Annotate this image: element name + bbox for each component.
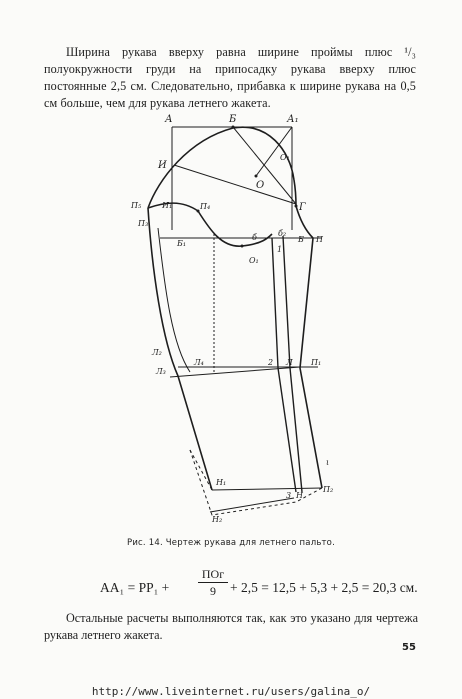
bottom-h2-3 <box>210 498 294 512</box>
back-curve <box>148 203 198 211</box>
diagonal-i-g <box>174 165 296 204</box>
dashed-edge <box>190 450 212 490</box>
sleeve-pattern-svg <box>0 110 462 530</box>
label-P4: П₄ <box>200 202 211 211</box>
paragraph-bottom: Остальные расчеты выполняются так, как это указано для чертежа рукава летнего жакета. <box>44 611 418 642</box>
label-L4: Л₄ <box>194 358 204 367</box>
label-B: Б <box>229 114 237 125</box>
diagonal-b-g <box>233 127 296 204</box>
label-O1-lower: О₁ <box>249 256 259 265</box>
formula-lhs: AA₁ = PP₁ + <box>100 580 170 595</box>
label-O1: О₁ <box>280 153 290 162</box>
footer-url[interactable]: http://www.liveinternet.ru/users/galina_o/ <box>91 685 371 698</box>
label-H: Н <box>296 491 303 500</box>
label-L: Л <box>286 358 293 367</box>
label-P: П <box>316 235 323 244</box>
sleeve-cap-curve <box>148 127 296 208</box>
label-mark: ι <box>326 458 330 467</box>
page-number: 55 <box>402 642 416 653</box>
label-L2: Л₂ <box>152 348 162 357</box>
label-B1: Б₁ <box>177 239 187 248</box>
fraction-bar <box>198 582 228 583</box>
diagonal-a1-o <box>256 127 292 176</box>
paragraph-top: Ширина рукава вверху равна ширине проймы плюс ¹/₃ полуокружности груди на припосадку рукава вверху плюс постоянные 2,5 см. Следовательно, прибавка к ширине рукава на 0,5 см больше, чем для рукава летнего жакета. <box>44 45 416 110</box>
bottom-h1-p2 <box>212 488 322 490</box>
label-I: И <box>158 160 167 171</box>
sleeve-pattern-drawing <box>0 110 462 530</box>
formula-fraction <box>198 567 228 598</box>
formula-rhs: + 2,5 = 12,5 + 5,3 + 2,5 = 20,3 см. <box>230 580 418 595</box>
label-A: А <box>165 114 173 125</box>
label-L3: Л₃ <box>156 367 166 376</box>
label-P5: П₅ <box>131 201 142 210</box>
label-P2: П₂ <box>323 485 334 494</box>
label-I1: И₁ <box>162 201 173 210</box>
label-two: 2 <box>268 358 274 367</box>
figure-caption: Рис. 14. Чертеж рукава для летнего пальто. <box>127 538 335 548</box>
underarm-curve <box>198 211 272 246</box>
label-A1: А₁ <box>287 114 299 125</box>
label-Bcap: Б <box>298 235 304 244</box>
label-H2: Н₂ <box>212 515 223 524</box>
formula-numerator: ПОг <box>201 567 225 581</box>
label-P3: П₃ <box>138 219 149 228</box>
label-O: О <box>256 180 265 191</box>
formula-denominator: 9 <box>210 584 216 598</box>
label-b2: б₂ <box>278 229 287 238</box>
formula <box>100 567 420 607</box>
label-one: 1 <box>277 245 283 254</box>
label-b: б <box>252 233 257 242</box>
label-H1: Н₁ <box>216 478 227 487</box>
label-three: 3 <box>286 491 292 500</box>
label-G: Г <box>299 202 306 213</box>
back-seam-inner <box>158 228 190 372</box>
label-P1: П₁ <box>311 358 322 367</box>
